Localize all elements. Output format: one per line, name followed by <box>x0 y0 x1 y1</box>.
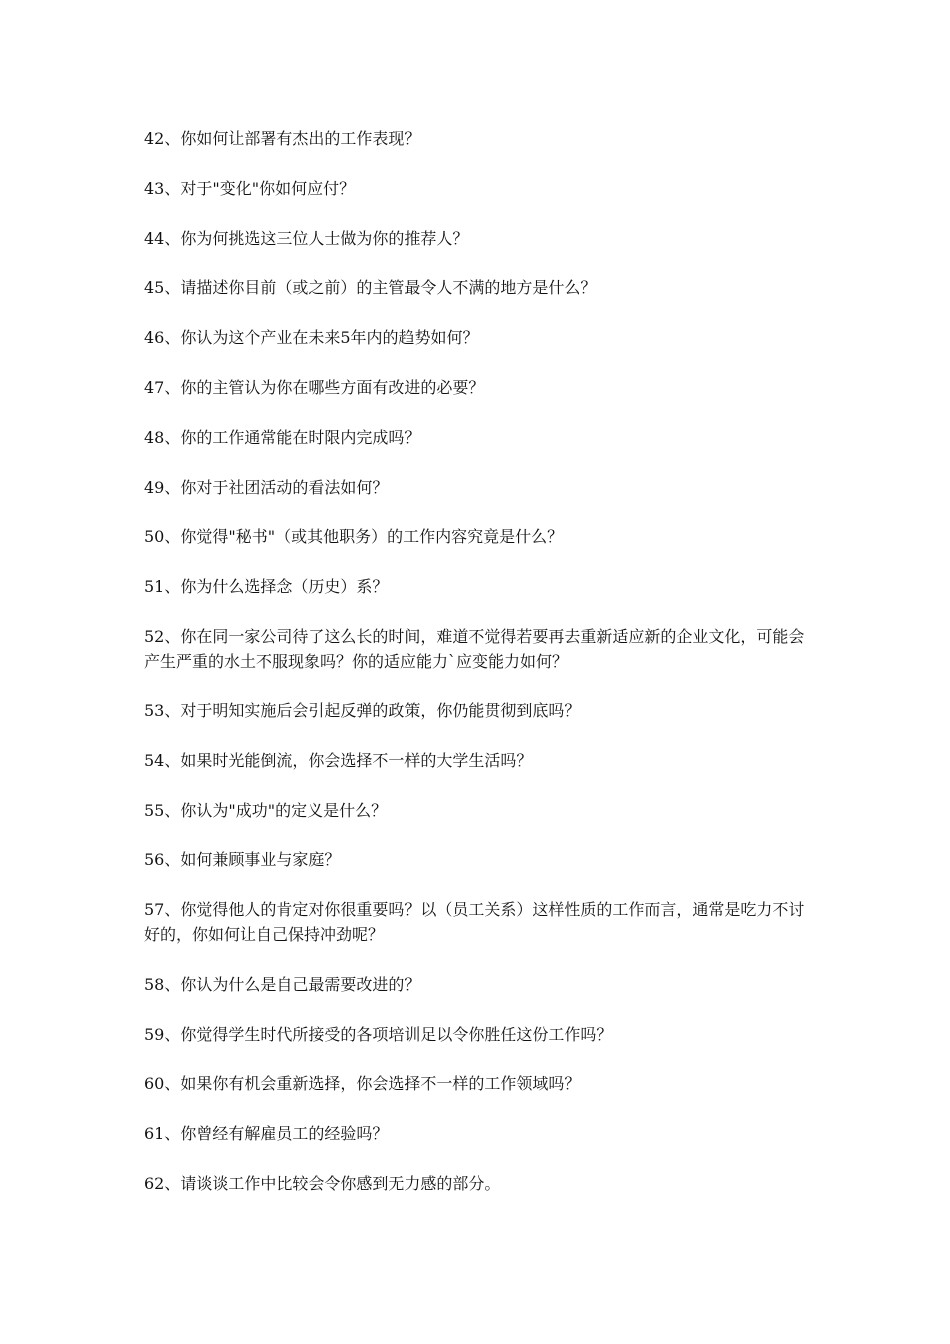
question-50: 50、你觉得"秘书"（或其他职务）的工作内容究竟是什么？ <box>144 527 564 546</box>
question-45: 45、请描述你目前（或之前）的主管最令人不满的地方是什么？ <box>144 278 597 297</box>
question-47: 47、你的主管认为你在哪些方面有改进的必要？ <box>144 378 485 397</box>
question-62: 62、请谈谈工作中比较会令你感到无力感的部分。 <box>144 1174 501 1193</box>
question-43: 43、对于"变化"你如何应付？ <box>144 179 356 198</box>
question-61: 61、你曾经有解雇员工的经验吗？ <box>144 1124 389 1143</box>
question-60: 60、如果你有机会重新选择，你会选择不一样的工作领域吗？ <box>144 1074 581 1093</box>
question-58: 58、你认为什么是自己最需要改进的？ <box>144 975 421 994</box>
question-54: 54、如果时光能倒流，你会选择不一样的大学生活吗？ <box>144 751 533 770</box>
question-59: 59、你觉得学生时代所接受的各项培训足以令你胜任这份工作吗？ <box>144 1025 613 1044</box>
question-46: 46、你认为这个产业在未来5年内的趋势如何？ <box>144 328 479 347</box>
question-53: 53、对于明知实施后会引起反弹的政策，你仍能贯彻到底吗？ <box>144 701 581 720</box>
question-57: 57、你觉得他人的肯定对你很重要吗？以（员工关系）这样性质的工作而言，通常是吃力不讨好的，你如何让自己保持冲劲呢？ <box>144 900 805 944</box>
question-56: 56、如何兼顾事业与家庭？ <box>144 850 341 869</box>
question-49: 49、你对于社团活动的看法如何？ <box>144 478 389 497</box>
question-52: 52、你在同一家公司待了这么长的时间，难道不觉得若要再去重新适应新的企业文化，可能会产生严重的水土不服现象吗？你的适应能力`应变能力如何？ <box>144 627 805 671</box>
question-44: 44、你为何挑选这三位人士做为你的推荐人？ <box>144 229 469 248</box>
question-51: 51、你为什么选择念（历史）系？ <box>144 577 389 596</box>
question-42: 42、你如何让部署有杰出的工作表现？ <box>144 129 421 148</box>
question-55: 55、你认为"成功"的定义是什么？ <box>144 801 388 820</box>
question-48: 48、你的工作通常能在时限内完成吗？ <box>144 428 421 447</box>
